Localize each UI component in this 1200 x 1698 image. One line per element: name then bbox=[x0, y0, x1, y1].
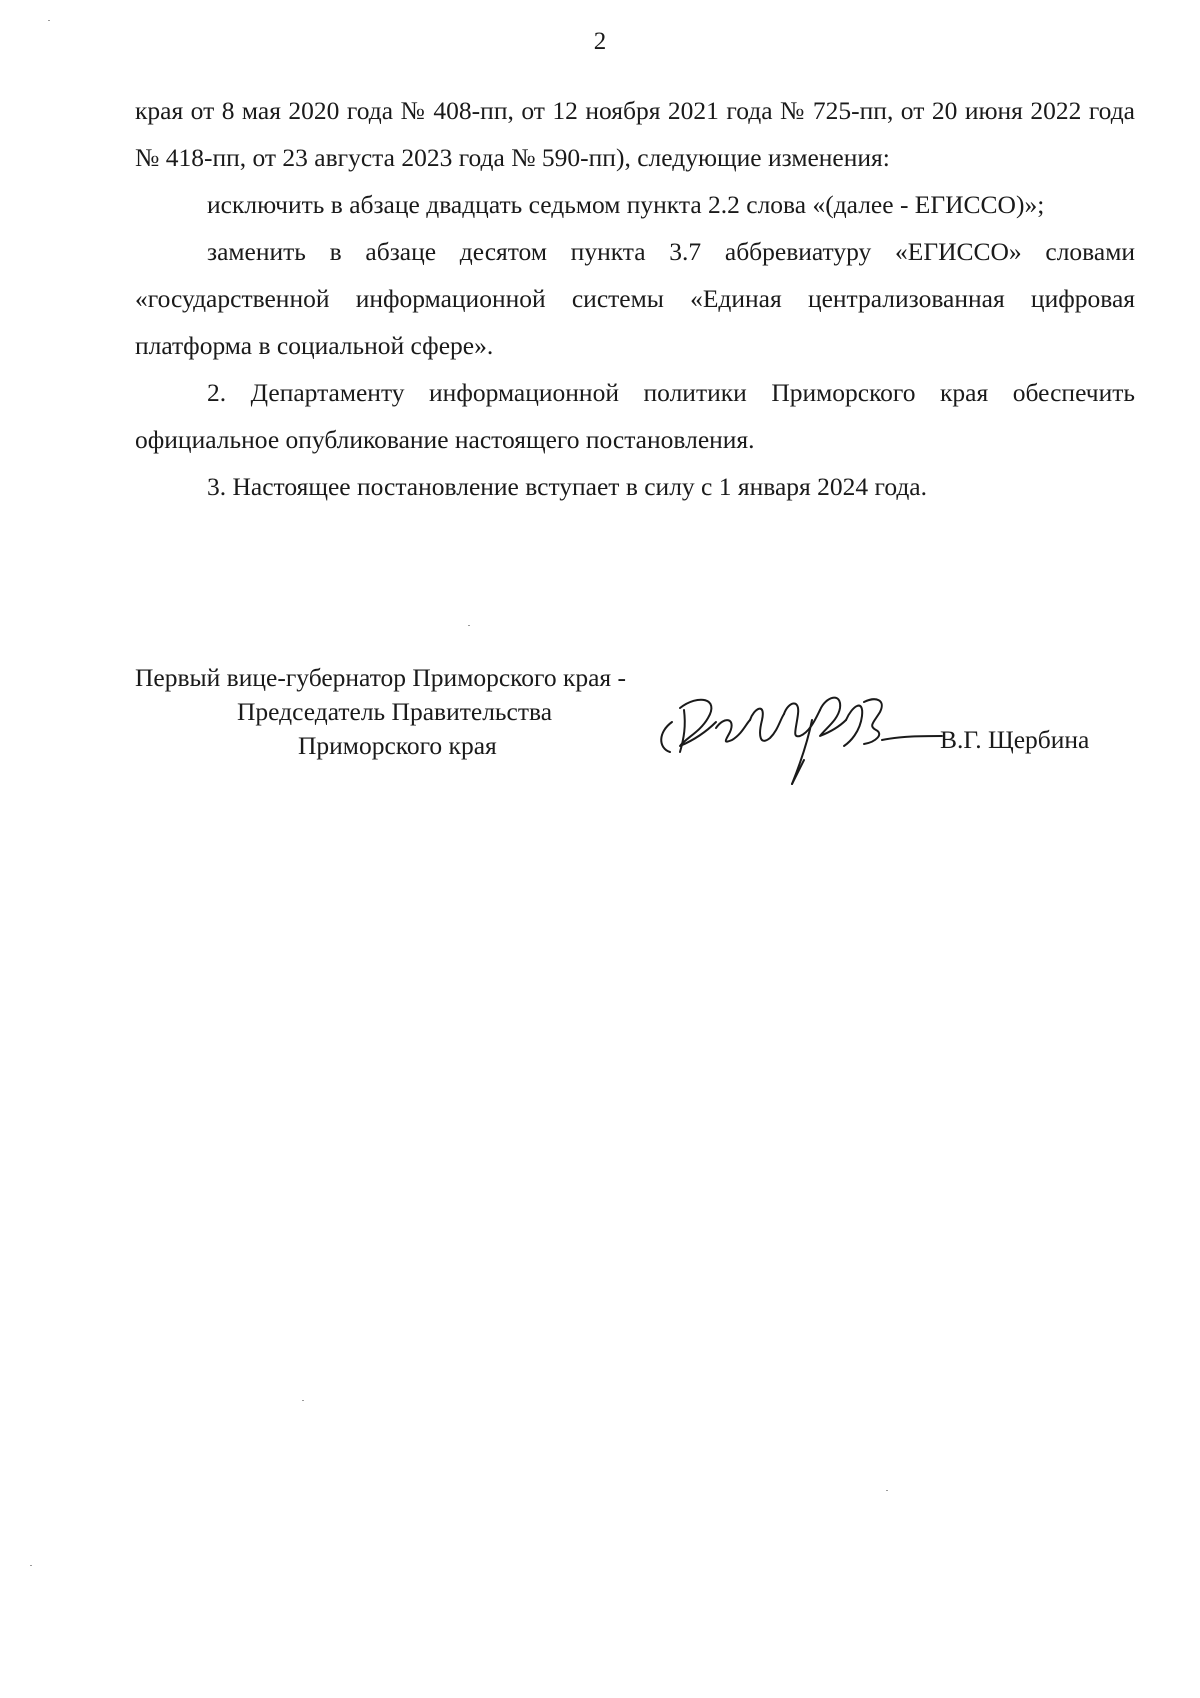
signatory-title-line-1: Первый вице-губернатор Приморского края - bbox=[135, 663, 626, 692]
paragraph-exclude-clause: исключить в абзаце двадцать седьмом пункта 2.2 слова «(далее - ЕГИССО)»; bbox=[207, 190, 1045, 219]
signatory-title-line-2: Председатель Правительства bbox=[237, 697, 553, 726]
page-number: 2 bbox=[593, 28, 607, 55]
document-body bbox=[135, 87, 1135, 510]
scan-speck bbox=[30, 1565, 32, 1566]
scan-speck bbox=[302, 1400, 304, 1401]
paragraph-continuation: края от 8 мая 2020 года № 408-пп, от 12 ноября 2021 года № 725-пп, от 20 июня 2022 года № 418-пп, от 23 августа 2023 года № 590-пп), следующие изменения: bbox=[135, 96, 1135, 172]
paragraph-item-2: 2. Департаменту информационной политики Приморского края обеспечить официальное опубликование настоящего постановления. bbox=[135, 378, 1135, 454]
scan-speck bbox=[48, 20, 50, 21]
signatory-title-line-3: Приморского края bbox=[298, 731, 497, 760]
handwritten-signature bbox=[650, 680, 950, 790]
scan-speck bbox=[886, 1490, 888, 1491]
paragraph-item-3: 3. Настоящее постановление вступает в силу с 1 января 2024 года. bbox=[207, 472, 928, 501]
paragraph-replace-clause: заменить в абзаце десятом пункта 3.7 аббревиатуру «ЕГИССО» словами «государственной информационной системы «Единая централизованная цифровая платформа в социальной сфере». bbox=[135, 237, 1135, 360]
signer-name: В.Г. Щербина bbox=[940, 725, 1090, 754]
scan-speck bbox=[468, 625, 470, 626]
signatory-title bbox=[135, 661, 735, 763]
